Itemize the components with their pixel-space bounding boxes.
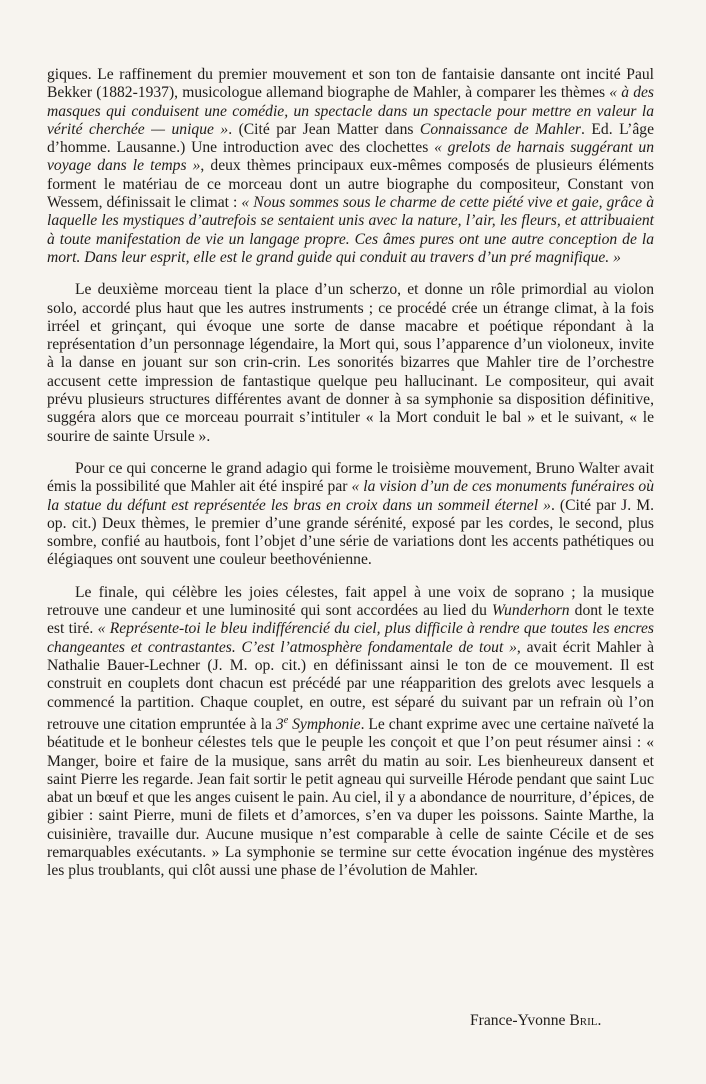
text-run: giques. Le raffinement du premier mouvement et son ton de fantaisie dansante ont incité Paul Bekker (1882-1937), musicologue allemand biographe de Mahler, à comparer les thèmes	[47, 66, 654, 102]
paragraph-1	[47, 66, 654, 267]
text-run: Pour ce qui concerne le grand adagio qui forme le troisième mouvement, Bruno Walter avait émis la possibilité que Mahler ait été inspiré par	[47, 459, 654, 496]
text-run: Le deuxième morceau tient la place d’un scherzo, et donne un rôle primordial au violon solo, accordé plus haut que les autres instruments ; ce procédé crée un étrange climat, à la fois irréel et grinçant, qui évoque une sorte de danse macabre et poétique répondant à la représentation d’un personnage légendaire, la Mort qui, sous l’apparence d’un violoneux, invite à la danse en jouant sur son crin-crin. Les sonorités bizarres que Mahler tire de l’orchestre accusent cette impression de fantastique quelque peu hallucinant. Le compositeur, qui avait prévu plusieurs structures différentes avant de donner à sa symphonie sa disposition définitive, suggéra alors que ce morceau pourrait s’intituler « la Mort conduit le bal » et le suivant, « le sourire de sainte Ursule ».	[47, 281, 654, 445]
italic-text: « grelots de harnais suggérant un voyage dans le temps »	[47, 139, 655, 175]
article-body	[47, 66, 654, 895]
paragraph-2	[47, 281, 654, 446]
text-run: , avait écrit Mahler à Nathalie Bauer-Lechner (J. M. op. cit.) en définissant ainsi le ton de ce mouvement. Il est construit en couplets dont chacun est précédé par une réapparition des grelots avec lesquels a commencé la partition. Chaque couplet, en outre, est séparé du suivant par un refrain où l’on retrouve une citation empruntée à la	[47, 638, 654, 733]
italic-text: Symphonie	[288, 715, 361, 733]
text-run: . (Cité par Jean Matter dans	[228, 120, 420, 138]
paragraph-4	[47, 584, 654, 881]
italic-text: « Nous sommes sous le charme de cette piété vive et gaie, grâce à laquelle les mystiques d’autrefois se sentaient unis avec la nature, l’air, les fleurs, et attribuaient à toute manifestation de vie un langage propre. Ces âmes pures ont une autre conception de la mort. Dans leur esprit, elle est le grand guide qui conduit au travers d’un pré magnifique. »	[47, 194, 654, 266]
text-run: , deux thèmes principaux eux-mêmes composés de plusieurs éléments forment le matériau de ce morceau dont un autre biographe du compositeur, Constant von Wessem, définissait le climat :	[47, 157, 655, 212]
italic-text: « Représente-toi le bleu indifférencié du ciel, plus difficile à rendre que toutes les encres changeantes et contrastantes. C’est l’atmosphère fondamentale de tout »	[47, 620, 655, 656]
text-run: dont le texte est tiré.	[47, 602, 654, 638]
author-first-name: France-Yvonne	[470, 1012, 570, 1029]
paragraph-3	[47, 460, 654, 570]
italic-text: « à des masques qui conduisent une comédie, un spectacle dans un spectacle pour mettre en valeur la vérité cherchée — unique »	[47, 84, 655, 138]
italic-text: 3	[275, 715, 284, 733]
text-run: . Ed. L’âge d’homme. Lausanne.) Une introduction avec des clochettes	[47, 120, 654, 157]
italic-text: Wunderhorn	[491, 602, 570, 620]
italic-text: e	[283, 714, 289, 726]
author-signature	[470, 1012, 601, 1030]
text-run: . Le chant exprime avec une certaine naïveté la béatitude et le bonheur célestes tels que le peuple les conçoit et que l’on peut résumer ainsi : « Manger, boire et faire de la musique, sans arrêt du matin au soir. Les bienheureux dansent et saint Pierre les regarde. Jean fait sortir le petit agneau qui surveille Hérode pendant que saint Luc abat un bœuf et que les anges cuisent le pain. Au ciel, il y a abondance de nourriture, d’épices, de gibier : saint Pierre, muni de filets et d’amorces, s’en va duper les poissons. Sainte Marthe, la cuisinière, travaille dur. Aucune musique n’est comparable à celle de sainte Cécile et de ses remarquables exécutants. » La symphonie se termine sur cette évocation ingénue des mystères les plus troublants, qui clôt aussi une phase de l’évolution de Mahler.	[47, 715, 655, 880]
text-run: Le finale, qui célèbre les joies célestes, fait appel à une voix de soprano ; la musique retrouve une candeur et une luminosité qui sont accordées au lied du	[47, 583, 654, 620]
signature-period: .	[597, 1012, 602, 1029]
italic-text: « la vision d’un de ces monuments funéraires où la statue du défunt est représentée les bras en croix dans un sommeil éternel »	[47, 478, 654, 514]
italic-text: Connaissance de Mahler	[419, 120, 581, 138]
text-run: . (Cité par J. M. op. cit.) Deux thèmes, le premier d’une grande sérénité, exposé par les cordes, le second, plus sombre, confié au hautbois, font l’objet d’une série de variations dont les accents pathétiques ou élégiaques ont souvent une couleur beethovénienne.	[47, 496, 654, 569]
author-last-name: Bril	[569, 1012, 598, 1029]
